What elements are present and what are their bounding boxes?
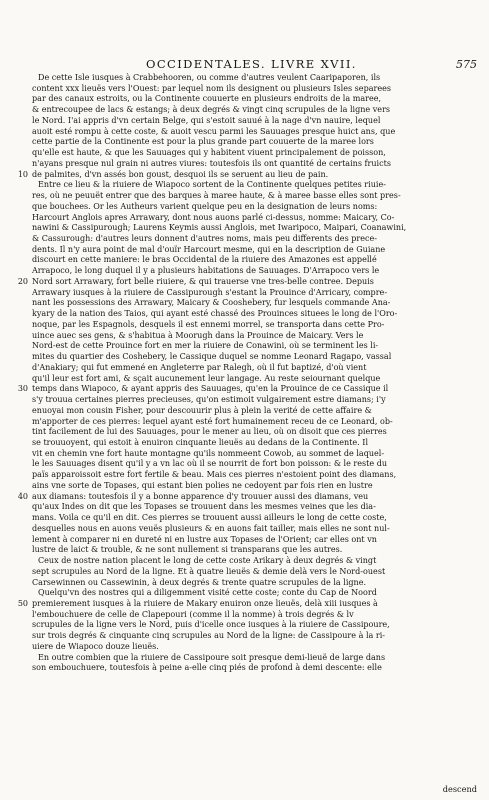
catchword: descend bbox=[442, 784, 477, 794]
line-number: 40 bbox=[17, 491, 28, 501]
text-line: content xxx lieuës vers l'Ouest: par lequel nom ils designent ou plusieurs Isles separees bbox=[32, 83, 392, 93]
text-line: Arrapoco, le long duquel il y a plusieurs habitations de Sauuages. D'Arrapoco vers le bbox=[32, 266, 380, 276]
text-line: le les Sauuages disent qu'il y a vn lac où il se nourrit de fort bon poisson: & le reste du bbox=[32, 459, 388, 469]
text-line: scrupules de la ligne vers le Nord, puis d'icelle once iusques à la riuiere de Cassipoure, bbox=[32, 620, 390, 630]
text-line: Entre ce lieu & la riuiere de Wiapoco sortent de la Continente quelques petites riuie- bbox=[38, 180, 386, 190]
text-line: d'Anakiary; qui fut emmené en Angleterre par Ralegh, où il fut baptizé, d'où vient bbox=[32, 362, 367, 372]
text-line: discourt en cette maniere: le bras Occidental de la riuiere des Amazones est appellé bbox=[32, 255, 377, 265]
text-line: enuoyai mon cousin Fisher, pour descouurir plus à plein la verité de cette affaire & bbox=[32, 405, 372, 415]
text-line: sur trois degrés & cinquante cinq scrupules au Nord de la ligne: de Cassipoure à la ri- bbox=[32, 631, 386, 641]
text-line: De cette Isle iusques à Crabbehooren, ou comme d'autres veulent Caaripaporen, ils bbox=[38, 73, 381, 82]
text-line: kyary de la nation des Taios, qui ayant esté chassé des Prouinces situees le long de l'Oro- bbox=[32, 309, 398, 319]
line-number: 30 bbox=[17, 384, 28, 394]
text-line: qu'aux Indes on dit que les Topases se trouuent dans les mesmes veines que les dia- bbox=[32, 502, 376, 512]
text-line: païs apparoissoit estre fort fertile & beau. Mais ces pierres n'estoient point des diamans, bbox=[32, 470, 397, 480]
text-line: Arrawary iusques à la riuiere de Cassipurough s'estant la Prouince d'Arricary, compre- bbox=[32, 287, 388, 297]
text-line: se trouuoyent, qui estoit à enuiron cinquante lieuës au dedans de la Continente. Il bbox=[32, 437, 369, 447]
text-line: En outre combien que la riuiere de Cassipoure soit presque demi-lieuë de large dans bbox=[38, 652, 386, 662]
text-line: que bouchees. Or les Autheurs varient quelque peu en la designation de leurs noms: bbox=[32, 201, 378, 211]
text-line: nant les possessions des Arrawary, Maicary & Cooshebery, fur lesquels commande Ana- bbox=[32, 298, 391, 308]
text-line: s'y trouua certaines pierres precieuses, qu'on estimoit vulgairement estre diamans; i'y bbox=[32, 395, 386, 405]
text-line: & Cassurough: d'autres leurs donnent d'autres noms, mais peu differents des prece- bbox=[32, 234, 377, 244]
running-head: OCCIDENTALES. LIVRE XVII. bbox=[146, 57, 357, 71]
text-line: uiere de Wiapoco douze lieuës. bbox=[32, 641, 159, 651]
text-line: le Nord. I'ai appris d'vn certain Belge, qui s'estoit sauué à la nage d'vn nauire, lequel bbox=[32, 115, 381, 125]
line-number: 10 bbox=[17, 169, 28, 179]
text-line: vit en chemin vne fort haute montagne qu'ils nommeent Cowob, au sommet de laquel- bbox=[32, 448, 385, 458]
text-line: l'embouchuere de celle de Clapepouri (comme il la nomme) à trois degrés & lv bbox=[32, 609, 354, 619]
text-line: noque, par les Espagnols, desquels il est ennemi morrel, se transporta dans cette Pro- bbox=[32, 319, 385, 329]
text-line: lement à comparer ni en dureté ni en lustre aux Topases de l'Orient; car elles ont vn bbox=[32, 534, 377, 544]
text-line: nawini & Cassipurough; Laurens Keymis aussi Anglois, met Iwaripoco, Maipari, Coanawini, bbox=[32, 223, 407, 233]
text-body bbox=[17, 73, 478, 674]
text-line: n'ayans presque nul grain ni autres viures: toutesfois ils ont quantité de certains fruicts bbox=[32, 158, 391, 168]
text-line: & entrecoupee de lacs & estangs; à deux degrés & vingt cinq scrupules de la ligne vers bbox=[32, 105, 391, 115]
text-line: mans. Voila ce qu'il en dit. Ces pierres se trouuent aussi ailleurs le long de cette coste, bbox=[32, 513, 387, 523]
text-line: Ceux de nostre nation placent le long de cette coste Arikary à deux degrés & vingt bbox=[38, 556, 377, 566]
text-line: auoit esté rompu à cette coste, & auoit vescu parmi les Sauuages presque huict ans, que bbox=[32, 126, 396, 136]
text-line: premierement iusques à la riuiere de Makary enuiron onze lieuës, delà xiii iusques à bbox=[32, 598, 378, 608]
text-line: lustre de laict & trouble, & ne sont nullement si transparans que les autres. bbox=[32, 545, 343, 555]
text-line: dents. Il n'y aura point de mal d'ouïr Harcourt mesme, qui en la description de Guiane bbox=[32, 244, 386, 254]
text-line: qu'elle est haute, & que les Sauuages qui y habitent viuent principalement de poisson, bbox=[32, 148, 386, 158]
page-header bbox=[54, 57, 477, 73]
page-number: 575 bbox=[456, 58, 477, 71]
text-line: son embouchuere, toutesfois à peine a-elle cinq piés de profond à demi descente: elle bbox=[32, 663, 382, 673]
text-line: aux diamans: toutesfois il y a bonne apparence d'y trouuer aussi des diamans, veu bbox=[32, 491, 369, 501]
text-line: res, où ne peuuët entrer que des barques à maree haute, & à maree basse elles sont pres- bbox=[32, 191, 401, 201]
text-line: Carsewinnen ou Cassewinin, à deux degrés & trente quatre scrupules de la ligne. bbox=[32, 577, 367, 587]
text-line: temps dans Wiapoco, & ayant appris des Sauuages, qu'en la Prouince de ce Cassique il bbox=[32, 384, 389, 394]
text-line: Nord sort Arrawary, fort belle riuiere, & qui trauerse vne tres-belle contree. Depuis bbox=[32, 276, 374, 286]
text-line: par des canaux estroits, ou la Continente couuerte en plusieurs endroits de la maree, bbox=[32, 94, 382, 104]
text-line: Nord-est de cette Prouince fort en mer la riuiere de Conawini, où se terminent les li- bbox=[32, 341, 379, 351]
text-line: qu'il leur est fort ami, & sçait aucunement leur langage. Au reste seiournant quelque bbox=[32, 373, 381, 383]
line-number: 20 bbox=[17, 277, 28, 287]
text-line: cette partie de la Continente est pour la plus grande part couuerte de la maree lors bbox=[32, 137, 374, 147]
text-line: ains vne sorte de Topases, qui estant bien polies ne cedoyent par fois rien en lustre bbox=[32, 480, 373, 490]
text-line: Quelqu'vn des nostres qui a diligemment visité cette coste; conte du Cap de Noord bbox=[38, 588, 377, 598]
text-line: tint facilement de lui des Sauuages, pour le mener au lieu, où on disoit que ces pierres bbox=[32, 427, 387, 437]
text-line: desquelles nous en auons veuës plusieurs & en auons fait tailler, mais elles ne sont nul- bbox=[32, 523, 390, 533]
text-line: de palmites, d'vn assés bon goust, desquoi ils se seruent au lieu de pain. bbox=[32, 169, 329, 179]
text-line: uince auec ses gens, & s'habitua à Moorugh dans la Prouince de Maicary. Vers le bbox=[32, 330, 364, 340]
text-line: Harcourt Anglois apres Arrawary, dont nous auons parlé ci-dessus, nomme: Maicary, Co- bbox=[32, 212, 395, 222]
line-number: 50 bbox=[17, 599, 28, 609]
text-line: m'apporter de ces pierres: lequel ayant esté fort humainement receu de ce Leonard, ob- bbox=[32, 416, 393, 426]
text-line: mites du quartier des Coshebery, le Cassique duquel se nomme Leonard Ragapo, vassal bbox=[32, 352, 392, 362]
text-line: sept scrupules au Nord de la ligne. Et à quatre lieuës & demie delà vers le Nord-ouest bbox=[32, 566, 386, 576]
